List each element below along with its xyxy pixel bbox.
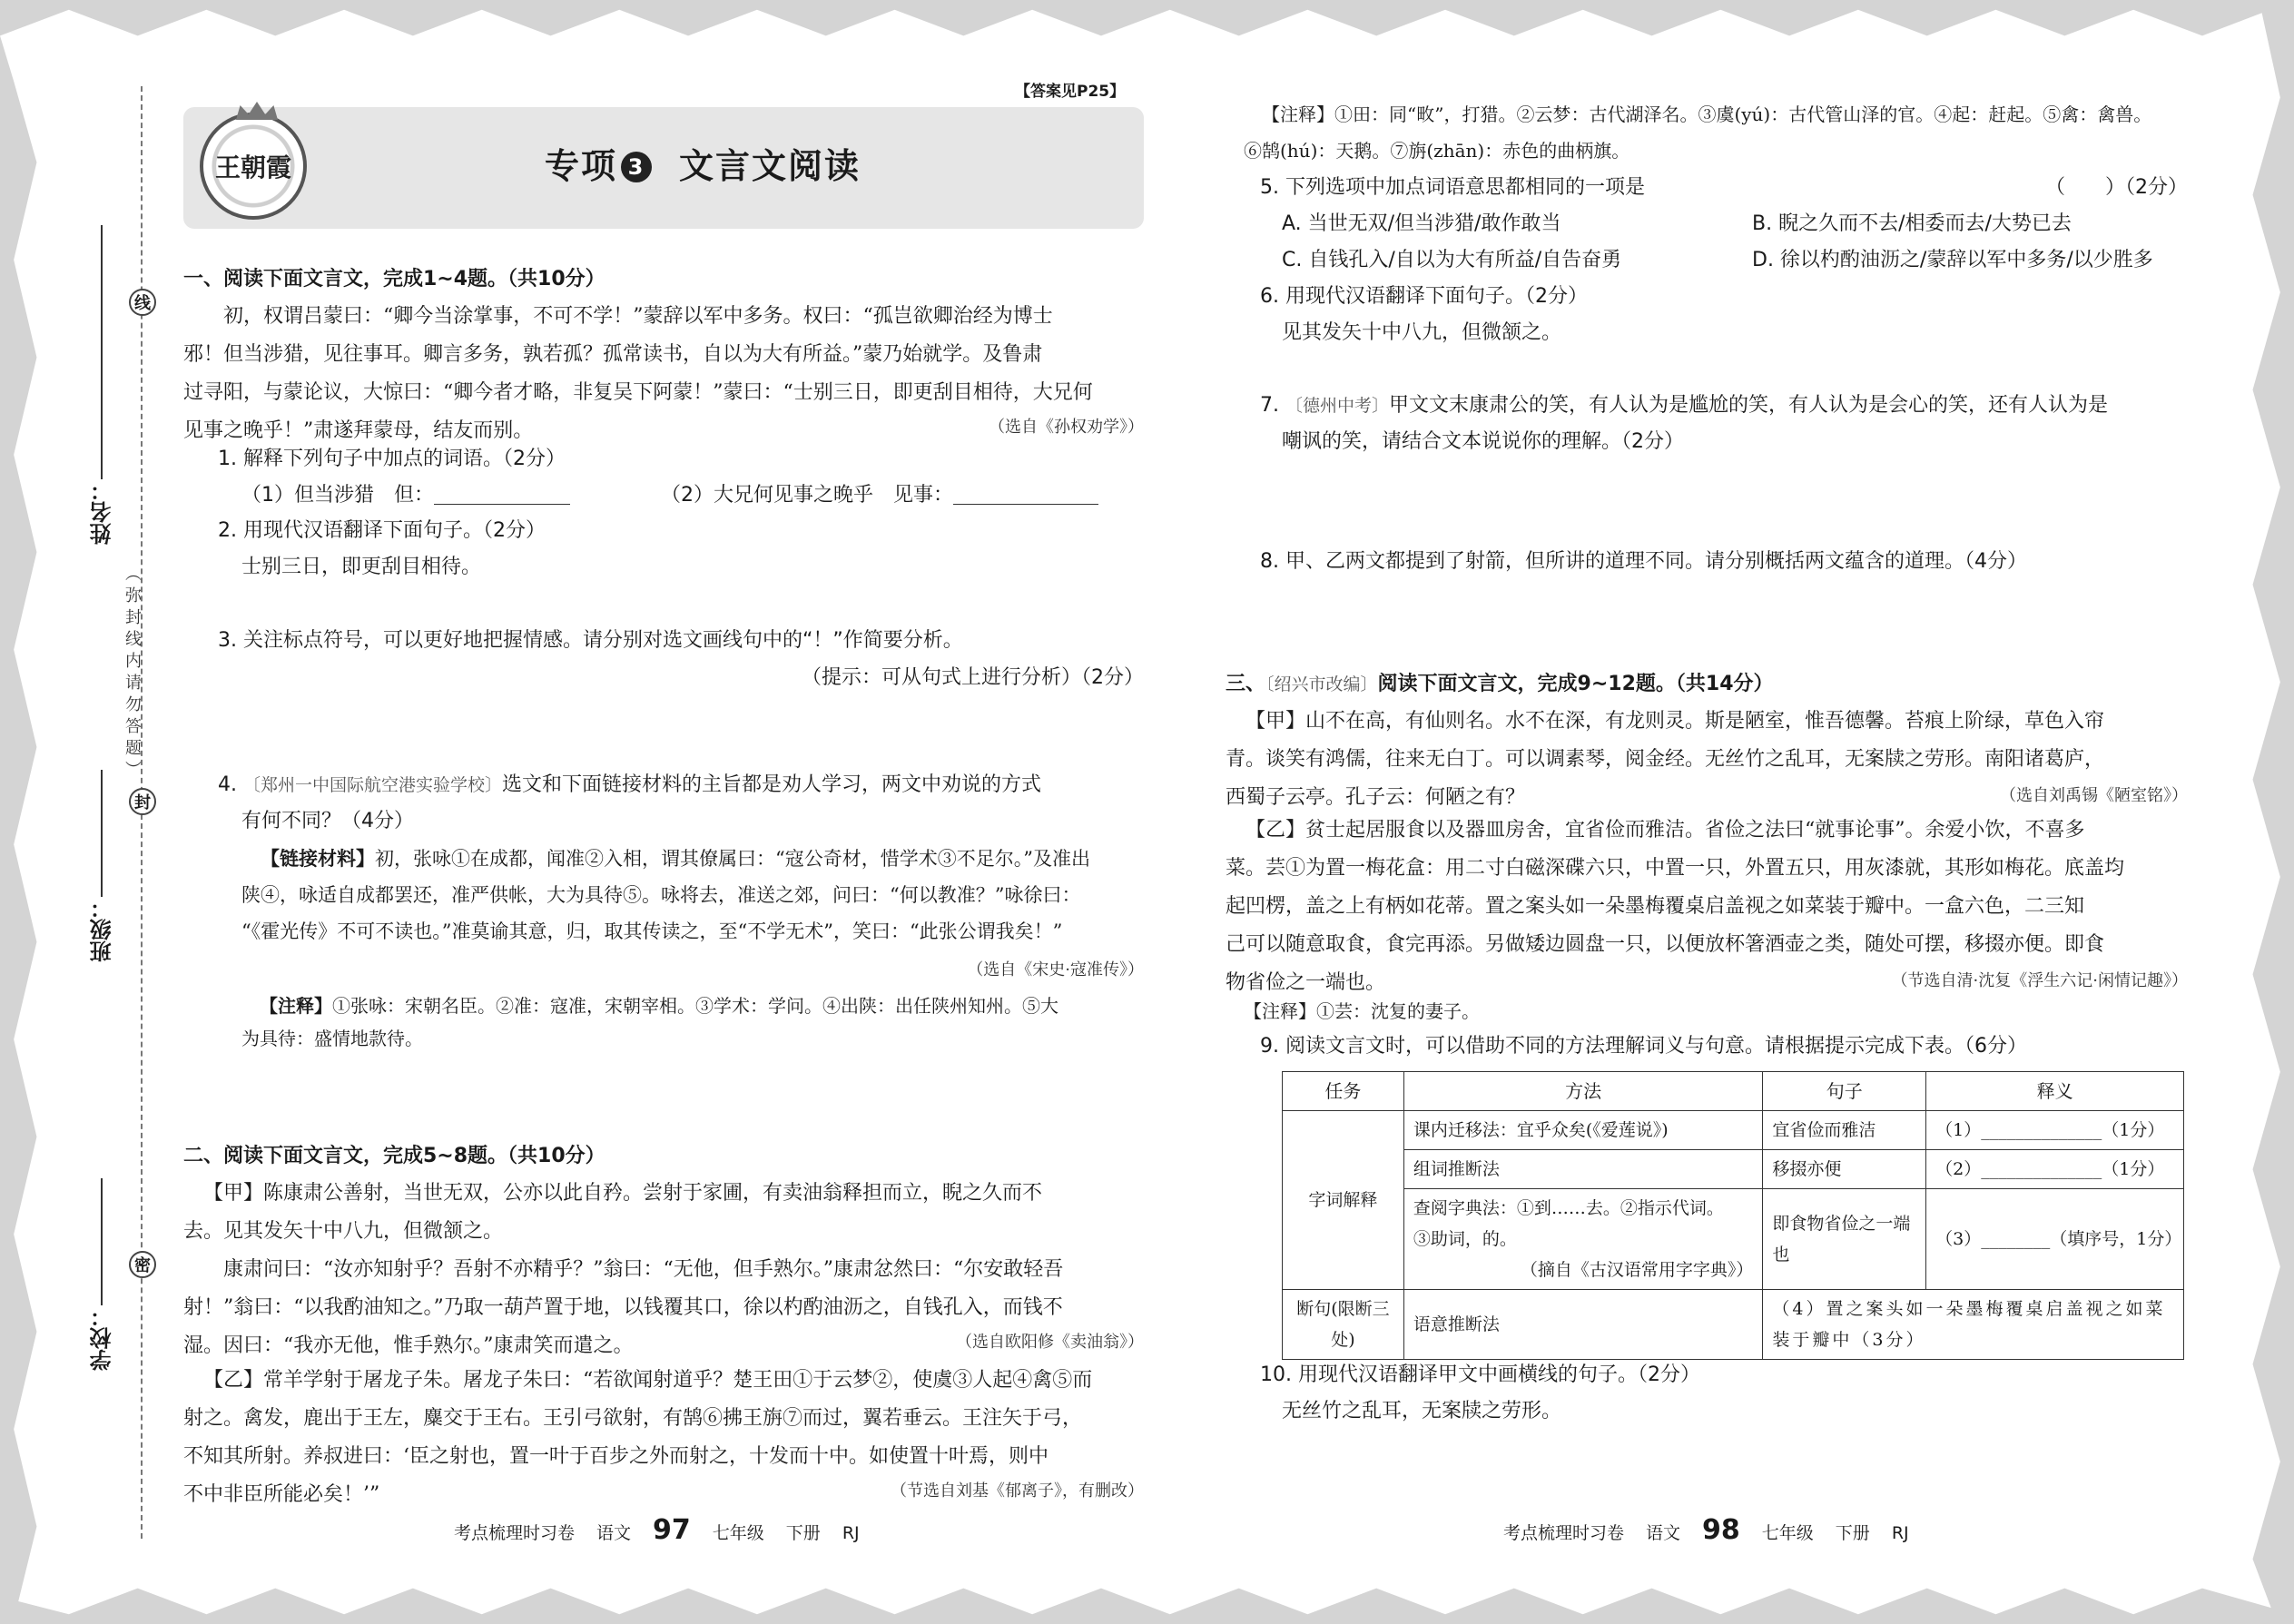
method-line: 查阅字典法：①到……去。②指示代词。 (1413, 1198, 1724, 1218)
section3-prefix: 三、 (1226, 673, 1266, 695)
note-line: 【注释】①田：同“畋”，打猎。②云梦：古代湖泽名。③虞(yú)：古代管山泽的官。④起：赶起。⑤禽：禽兽。 (1262, 103, 2152, 125)
section2-heading: 二、阅读下面文言文，完成5~8题。（共10分） (183, 1145, 605, 1167)
jia3-line: 西蜀子云亭。孔子云：何陋之有？ (1226, 786, 1526, 809)
question-4-tag: 〔郑州一中国际航空港实验学校〕 (242, 775, 502, 795)
note-line: ①张咏：宋朝名臣。②准：寇准，宋朝宰相。③学术：学问。④出陕：出任陕州知州。⑤大 (332, 995, 1058, 1017)
passage-line: 见事之晚乎！”肃遂拜蒙母，结友而别。 (183, 419, 534, 442)
question-7-line2: 嘲讽的笑，请结合文本说说你的理解。（2分） (1282, 430, 1684, 453)
footer-term: 下册 (785, 1523, 821, 1543)
yi-line: 【乙】常羊学射于屠龙子朱。屠龙子朱曰：“若欲闻射道乎？楚王田①于云梦②，使虞③人起④禽⑤而 (203, 1369, 1093, 1392)
question-4-line2: 有何不同？（4分） (241, 810, 414, 832)
title-main: 文言文阅读 (679, 146, 861, 186)
jia3-line: 青。谈笑有鸿儒，往来无白丁。可以调素琴，阅金经。无丝竹之乱耳，无案牍之劳形。南阳诸葛庐， (1226, 748, 2105, 771)
question-1a (241, 478, 570, 513)
jia3-line: 【甲】山不在高，有仙则名。水不在深，有龙则灵。斯是陋室，惟吾德馨。苔痕上阶绿，草色入帘 (1245, 710, 2105, 733)
yi3-line: 物省俭之一端也。 (1226, 971, 1386, 994)
section3-heading (1226, 668, 1774, 696)
footer-subject: 语文 (596, 1523, 632, 1543)
question-2: 2. 用现代汉语翻译下面句子。（2分） (218, 519, 546, 542)
question-1a-text: （1）但当涉猎 但： (241, 484, 434, 507)
yi-line: 不中非臣所能必矣！’” (183, 1483, 380, 1506)
question-10-sentence: 无丝竹之乱耳，无案牍之劳形。 (1282, 1400, 1562, 1422)
question-3-hint: （提示：可从句式上进行分析）（2分） (802, 666, 1144, 689)
page-number: 98 (1702, 1514, 1740, 1546)
jia-source: （选自欧阳修《卖油翁》） (956, 1333, 1144, 1352)
yi-line: 射之。禽发，鹿出于王左，麋交于王右。王引弓欲射，有鹄⑥拂王旃⑦而过，翼若垂云。王注矢于弓， (183, 1407, 1083, 1430)
option-b[interactable]: B. 睨之久而不去/相委而去/大势已去 (1752, 212, 2072, 235)
section3-title: 阅读下面文言文，完成9~12题。（共14分） (1377, 673, 1774, 695)
section3-note: 【注释】①芸：沈复的妻子。 (1244, 1000, 1480, 1022)
footer-left (454, 1514, 860, 1546)
page-number: 97 (653, 1514, 691, 1546)
jia-line: 射！”翁曰：“以我酌油知之。”乃取一葫芦置于地，以钱覆其口，徐以杓酌油沥之，自钱孔入，而钱不 (183, 1296, 1063, 1319)
link-line: “《霍光传》不可不读也。”准莫谕其意，归，取其传读之，至“不学无术”，笑曰：“此张公谓我矣！” (241, 920, 1063, 942)
logo-text: 王朝霞 (214, 153, 291, 182)
link-material (241, 841, 1144, 950)
question-5: 5. 下列选项中加点词语意思都相同的一项是 (1260, 176, 1645, 199)
footer-edition: RJ (1891, 1523, 1909, 1543)
table-header: 方法 (1403, 1072, 1763, 1111)
passage-line: 过寻阳，与蒙论议，大惊曰：“卿今者才略，非复吴下阿蒙！”蒙曰：“士别三日，即更刮目相待，大兄何 (183, 381, 1093, 404)
question-8: 8. 甲、乙两文都提到了射箭，但所讲的道理不同。请分别概括两文蕴含的道理。（4分） (1260, 550, 2027, 573)
question-9: 9. 阅读文言文时，可以借助不同的方法理解词义与句意。请根据提示完成下表。（6分） (1260, 1035, 2027, 1058)
link-line: 初，张咏①在成都，闻准②入相，谓其僚属曰：“寇公奇材，惜学术③不足尔。”及准出 (375, 848, 1090, 870)
table-cell-answer[interactable]: （3）________（填序号，1分） (1926, 1189, 2184, 1290)
question-7-text: 甲文文末康肃公的笑，有人认为是尴尬的笑，有人认为是会心的笑，还有人认为是 (1389, 394, 2109, 417)
name-field (74, 218, 129, 545)
class-field (74, 763, 129, 962)
question-6: 6. 用现代汉语翻译下面句子。（2分） (1260, 285, 1588, 308)
jia-line: 【甲】陈康肃公善射，当世无双，公亦以此自矜。尝射于家圃，有卖油翁释担而立，睨之久而不 (203, 1182, 1043, 1205)
table-row (1283, 1150, 2184, 1189)
seal-char-secret: 密 (129, 1251, 156, 1278)
school-field (74, 1171, 129, 1371)
link-label: 【链接材料】 (261, 848, 375, 870)
question-5-score: （ ）（2分） (2045, 176, 2188, 199)
answer-blank-1a[interactable] (434, 485, 570, 505)
option-d[interactable]: D. 徐以杓酌油沥之/蒙辞以军中多务/以少胜多 (1752, 249, 2153, 271)
page-title (545, 138, 861, 188)
table-cell-sentence: 宜省俭而雅洁 (1763, 1111, 1926, 1150)
passage-line: 邪！但当涉猎，见往事耳。卿言多务，孰若孤？孤常读书，自以为大有所益。”蒙乃始就学。及鲁肃 (183, 343, 1043, 366)
yi3-line: 起凹楞，盖之上有柄如花蒂。置之案头如一朵墨梅覆桌启盖视之如菜装于瓣中。一盒六色，二三知 (1226, 895, 2085, 918)
section1-source: （选自《孙权劝学》） (989, 418, 1144, 437)
table-cell-sentence: 即食物省俭之一端也 (1763, 1189, 1926, 1290)
table-cell-task: 断句(限断三处) (1283, 1290, 1404, 1360)
class-line (101, 770, 103, 897)
question-4-text: 选文和下面链接材料的主旨都是劝人学习，两文中劝说的方式 (502, 773, 1042, 796)
table-row (1283, 1189, 2184, 1290)
footer-subject: 语文 (1646, 1523, 1681, 1543)
table-cell-method: 课内迁移法：宜乎众矣(《爱莲说》) (1403, 1111, 1763, 1150)
question-10: 10. 用现代汉语翻译甲文中画横线的句子。（2分） (1260, 1363, 1700, 1386)
note-line: 为具待：盛情地款待。 (241, 1028, 423, 1049)
yi3-source: （节选自清·沈复《浮生六记·闲情记趣》） (1891, 971, 2188, 990)
table-cell-sentence[interactable]: （4）置之案头如一朵墨梅覆桌启盖视之如菜装于瓣中（3分） (1763, 1290, 2184, 1360)
right-notes (1244, 96, 2188, 169)
table-cell-answer[interactable]: （1）______________（1分） (1926, 1111, 2184, 1150)
table-header: 释义 (1926, 1072, 2184, 1111)
footer-series: 考点梳理时习卷 (454, 1523, 576, 1543)
table-cell-task: 字词解释 (1283, 1111, 1404, 1290)
yi3-line: 己可以随意取食，食完再添。另做矮边圆盘一只，以便放杯箸酒壶之类，随处可摆，移掇亦便。即食 (1226, 933, 2105, 956)
link-line: 陕④，咏适自成都罢还，准严供帐，大为具待⑤。咏将去，准送之郊，问曰：“何以教准？”咏徐曰： (241, 884, 1081, 906)
method-line: （摘自《古汉语常用字字典》） (1520, 1260, 1754, 1280)
yi3-line: 菜。芸①为置一梅花盒：用二寸白磁深碟六只，中置一只，外置五只，用灰漆就，其形如梅花。底盖均 (1226, 857, 2125, 880)
question-3: 3. 关注标点符号，可以更好地把握情感。请分别对选文画线句中的“！”作简要分析。 (218, 629, 963, 652)
table-cell-method (1403, 1189, 1763, 1290)
question-1: 1. 解释下列句子中加点的词语。（2分） (218, 448, 566, 470)
question-6-sentence: 见其发矢十中八九，但微颔之。 (1282, 321, 1562, 344)
name-line (101, 225, 103, 479)
jia-line: 湿。因曰：“我亦无他，惟手熟尔。”康肃笑而遣之。 (183, 1334, 634, 1357)
yi3-line: 【乙】贫士起居服食以及器皿房舍，宜省俭而雅洁。省俭之法曰“就事论事”。余爱小饮，不喜多 (1245, 819, 2085, 842)
table-cell-method: 组词推断法 (1403, 1150, 1763, 1189)
seal-char-seal: 封 (129, 788, 156, 815)
school-line (101, 1178, 103, 1305)
question-4: 4. 〔郑州一中国际航空港实验学校〕选文和下面链接材料的主旨都是劝人学习，两文中劝说的方式 (218, 773, 1042, 796)
question-1b (661, 478, 1098, 513)
table-row (1283, 1290, 2184, 1360)
footer-edition: RJ (842, 1523, 860, 1543)
link-source: （选自《宋史·寇准传》） (967, 960, 1144, 979)
footer-series: 考点梳理时习卷 (1503, 1523, 1625, 1543)
name-label: 姓名： (89, 479, 115, 545)
title-number-badge: 3 (621, 152, 652, 182)
answer-reference: 【答案见P25】 (1015, 83, 1126, 101)
footer-grade: 七年级 (712, 1523, 764, 1543)
table-header: 任务 (1283, 1072, 1404, 1111)
footer-grade: 七年级 (1761, 1523, 1814, 1543)
class-label: 班级： (89, 897, 115, 962)
question-1b-text: （2）大兄何见事之晚乎 见事： (661, 484, 953, 507)
option-a[interactable]: A. 当世无双/但当涉猎/敢作敢当 (1282, 212, 1561, 235)
jia3-source: （选自刘禹锡《陋室铭》） (2000, 786, 2188, 805)
footer-term: 下册 (1835, 1523, 1870, 1543)
publisher-logo (200, 113, 307, 220)
section1-heading: 一、阅读下面文言文，完成1~4题。（共10分） (183, 268, 605, 290)
question-7: 7. 〔德州中考〕甲文文末康肃公的笑，有人认为是尴尬的笑，有人认为是会心的笑，还有人认为是 (1260, 394, 2109, 417)
jia-line: 康肃问曰：“汝亦知射乎？吾射不亦精乎？”翁曰：“无他，但手熟尔。”康肃忿然曰：“尔安敢轻吾 (223, 1258, 1064, 1281)
school-label: 学校： (89, 1305, 115, 1371)
method-line: ③助词，的。 (1413, 1229, 1517, 1249)
yi-line: 不知其所射。养叔进曰：‘臣之射也，置一叶于百步之外而射之，十发而十中。如使置十叶焉，则中 (183, 1445, 1049, 1468)
note-line: ⑥鹄(hú)：天鹅。⑦旃(zhān)：赤色的曲柄旗。 (1244, 140, 1630, 162)
question-7-tag: 〔德州中考〕 (1285, 396, 1389, 416)
title-prefix: 专项 (545, 146, 618, 186)
table-header-row (1283, 1072, 2184, 1111)
seal-char-line: 线 (129, 289, 156, 316)
seal-note: （弥封线内请勿答题） (123, 565, 142, 782)
note-label: 【注释】 (260, 995, 332, 1017)
table-cell-method: 语意推断法 (1403, 1290, 1763, 1360)
table-cell-answer[interactable]: （2）______________（1分） (1926, 1150, 2184, 1189)
question-2-sentence: 士别三日，即更刮目相待。 (241, 556, 482, 578)
jia-line: 去。见其发矢十中八九，但微颔之。 (183, 1220, 504, 1243)
section3-tag: 〔绍兴市改编〕 (1265, 674, 1378, 694)
table-cell-sentence: 移掇亦便 (1763, 1150, 1926, 1189)
option-c[interactable]: C. 自钱孔入/自以为大有所益/自告奋勇 (1282, 249, 1622, 271)
footer-right (1503, 1514, 1909, 1546)
table-row (1283, 1111, 2184, 1150)
method-table (1282, 1071, 2184, 1360)
table-header: 句子 (1763, 1072, 1926, 1111)
answer-blank-1b[interactable] (953, 485, 1098, 505)
passage-line: 初，权谓吕蒙曰：“卿今当涂掌事，不可不学！”蒙辞以军中多务。权曰：“孤岂欲卿治经为博士 (223, 305, 1053, 328)
yi-source: （节选自刘基《郁离子》，有删改） (891, 1481, 1144, 1501)
section1-notes (241, 989, 1144, 1055)
